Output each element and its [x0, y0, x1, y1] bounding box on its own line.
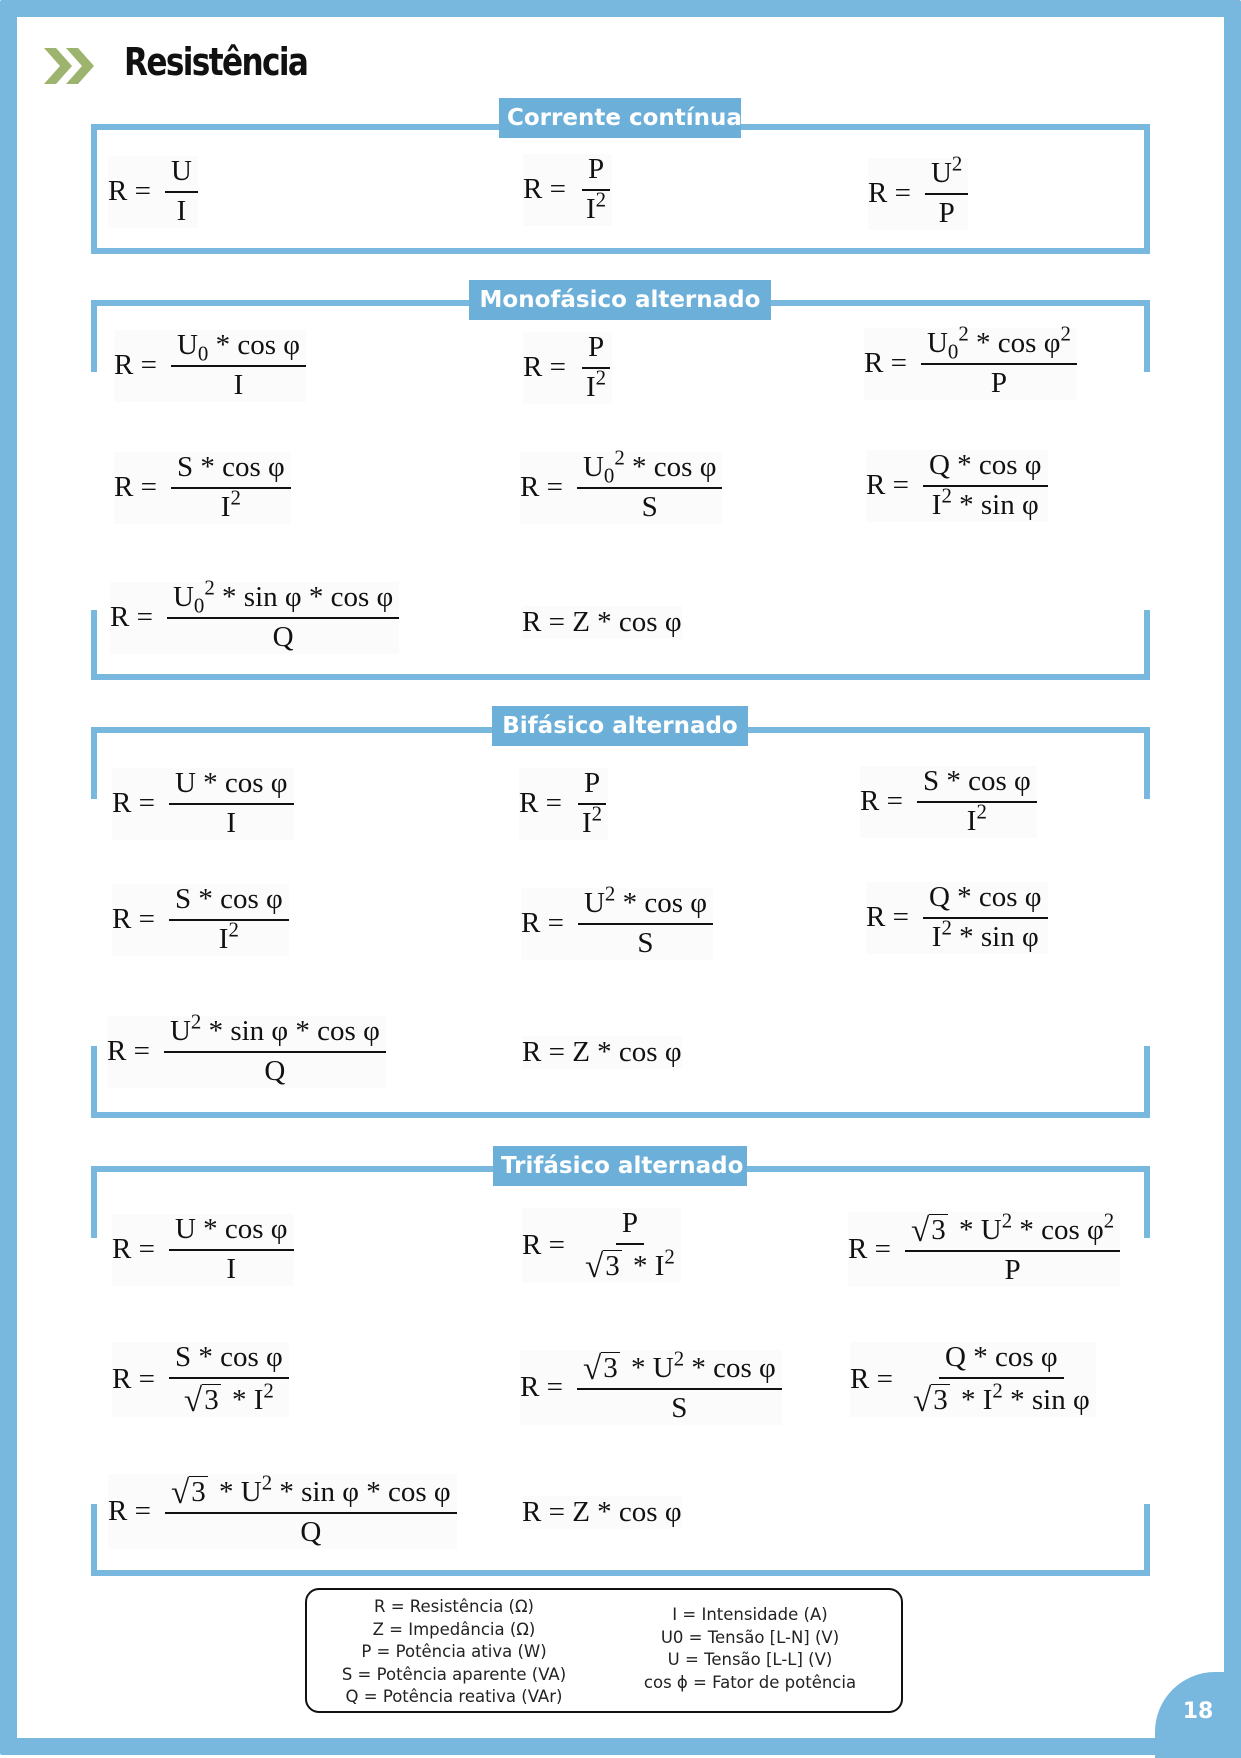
formula: R = $\frac{\text{S * cos φ}}{I^2}$ [112, 884, 289, 956]
formula: R = Z * cos φ [522, 1496, 682, 1528]
formula: R = $\frac{\text{Q * cos φ}}{I^2 * \sin \varphi}$ [866, 882, 1048, 954]
section-border-right-top [1144, 727, 1150, 799]
section-border-right-bottom [1144, 1504, 1150, 1576]
legend-item: I = Intensidade (A) [672, 1605, 828, 1624]
section-border-left-top [91, 727, 97, 799]
page-number: 18 [1155, 1672, 1241, 1758]
formula: R = P √ 3 * $I^2$ [522, 1208, 681, 1283]
section-border-right-top [1144, 1166, 1150, 1238]
formula: R = $\frac{\text{Q * cos φ}}{I^2 * \sin \varphi}$ [866, 450, 1048, 522]
legend-item: U0 = Tensão [L-N] (V) [660, 1627, 840, 1647]
section-title: Bifásico alternado [492, 706, 748, 746]
legend-item: R = Resistência (Ω) [373, 1597, 534, 1616]
section-border-right [1144, 124, 1150, 254]
section-border-left-top [91, 1166, 97, 1238]
section-border-left-top [91, 300, 97, 372]
formula: R = $\frac{\text{U * cos φ}}{I}$ [112, 1214, 294, 1286]
section-border-left [91, 124, 97, 254]
legend-item: P = Potência ativa (W) [361, 1642, 547, 1661]
legend-left-column [329, 1596, 579, 1709]
section-border-left-bottom [91, 610, 97, 680]
section-border-right-bottom [1144, 1046, 1150, 1118]
formula: R = $\frac{U^2}{P}$ [868, 158, 968, 230]
page-title: Resistência [124, 40, 308, 84]
formula: R = $\frac{\text{S * cos φ}}{I^2}$ [114, 452, 291, 524]
legend-item: cos ϕ = Fator de potência [643, 1672, 857, 1692]
section-border-bottom [91, 1112, 1150, 1118]
section-title: Corrente contínua [499, 98, 741, 138]
section-border-bottom [91, 674, 1150, 680]
legend-box [305, 1588, 903, 1713]
formula: R = $\frac{P}{I^2}$ [523, 332, 612, 404]
section-border-right-top [1144, 300, 1150, 372]
formula: R = $\frac{U}{I}$ [108, 156, 198, 228]
legend-item: Q = Potência reativa (VAr) [345, 1687, 563, 1706]
formula: R = Z * cos φ [522, 606, 682, 638]
formula: R = S * cos φ √ 3 * $I^2$ [112, 1342, 289, 1417]
formula: R = $\frac{U^2 * \cos \varphi}{S}$ [521, 888, 713, 960]
formula: R = Q * cos φ √ 3 * $I^2$ * sin φ [850, 1342, 1096, 1417]
legend-item: Z = Impedância (Ω) [372, 1619, 536, 1639]
legend-item: S = Potência aparente (VA) [341, 1664, 567, 1684]
formula: R = $\frac{U^2 * \sin \varphi * \cos \varphi}{Q}$ [107, 1016, 386, 1088]
section-border-left-bottom [91, 1504, 97, 1576]
section-title: Monofásico alternado [469, 280, 771, 320]
section-border-bottom [91, 248, 1150, 254]
formula: R = √ 3 * $U^2$ * $\cos \varphi^2$ P [848, 1212, 1120, 1287]
section-border-left-bottom [91, 1046, 97, 1118]
formula: R = $\frac{P}{I^2}$ [519, 768, 608, 840]
formula: R = $\frac{U_0^2 * \cos \varphi^2}{P}$ [864, 328, 1077, 400]
legend-item: U = Tensão [L-L] (V) [667, 1650, 833, 1669]
formula: R = Z * cos φ [522, 1036, 682, 1068]
page-header [44, 44, 100, 88]
legend-right-column [625, 1604, 875, 1694]
formula: R = $\frac{P}{I^2}$ [523, 154, 612, 226]
section-border-bottom [91, 1570, 1150, 1576]
section-border-right-bottom [1144, 610, 1150, 680]
formula: R = √ 3 * $U^2$ * cos φ S [520, 1350, 782, 1425]
formula: R = √ 3 * $U^2$ * sin φ * cos φ Q [108, 1474, 457, 1549]
formula: R = $\frac{\text{U * cos φ}}{I}$ [112, 768, 294, 840]
double-chevron-right-icon [44, 46, 100, 86]
formula: R = $\frac{U_0^2 * \cos \varphi}{S}$ [520, 452, 722, 524]
section-title: Trifásico alternado [493, 1146, 747, 1186]
formula: R = $\frac{\text{S * cos φ}}{I^2}$ [860, 766, 1037, 838]
formula: R = $\frac{U_0 * \cos \varphi}{I}$ [114, 330, 306, 402]
formula: R = $\frac{U_0^2 * \sin \varphi * \cos \varphi}{Q}$ [110, 582, 399, 654]
